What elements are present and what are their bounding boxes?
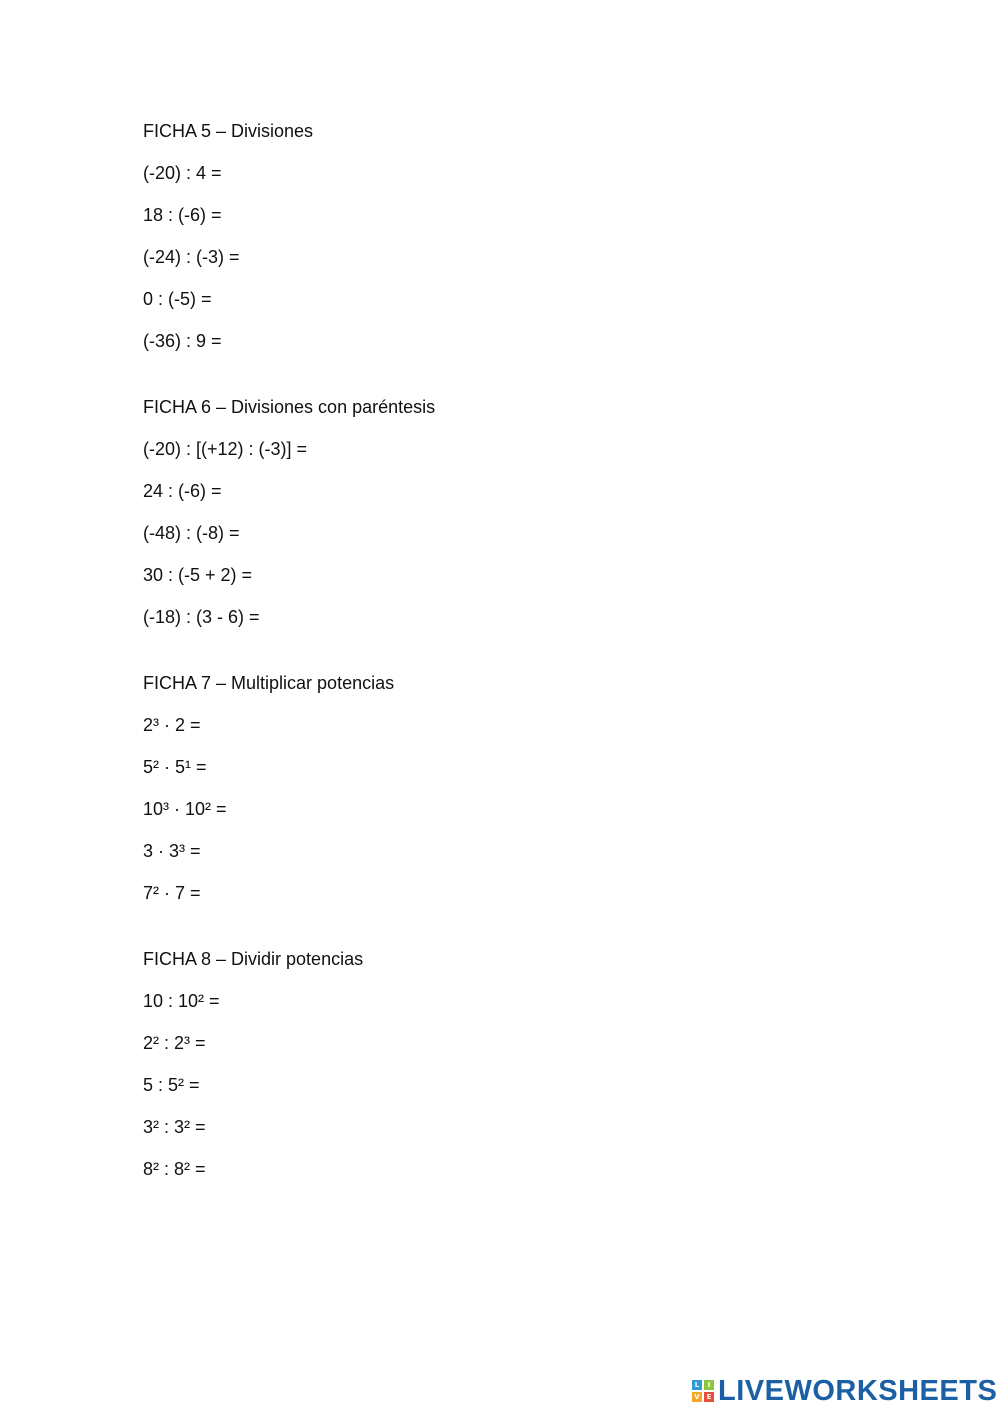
exercise: (-48) : (-8) =: [143, 523, 240, 543]
section-title: FICHA 5 – Divisiones: [143, 121, 314, 141]
exercise: 8² : 8² =: [143, 1159, 206, 1179]
section-title: FICHA 6 – Divisiones con paréntesis: [143, 397, 436, 417]
section-ficha-6: [143, 395, 903, 629]
section-ficha-8: [143, 947, 903, 1181]
exercise: 5 : 5² =: [143, 1075, 200, 1095]
exercise: 2² : 2³ =: [143, 1033, 206, 1053]
logo-mark-cell: V: [692, 1392, 702, 1402]
section-title: FICHA 7 – Multiplicar potencias: [143, 673, 395, 693]
exercise: (-20) : 4 =: [143, 163, 222, 183]
exercise: 10³ · 10² =: [143, 799, 227, 819]
exercise: 3² : 3² =: [143, 1117, 206, 1137]
exercise: (-36) : 9 =: [143, 331, 222, 351]
exercise: 5² · 5¹ =: [143, 757, 207, 777]
section-ficha-5: [143, 119, 903, 353]
section-ficha-7: [143, 671, 903, 905]
section-title: FICHA 8 – Dividir potencias: [143, 949, 364, 969]
logo-mark-cell: L: [692, 1380, 702, 1390]
exercise: 7² · 7 =: [143, 883, 201, 903]
exercise: 3 · 3³ =: [143, 841, 201, 861]
liveworksheets-logo: [692, 1374, 997, 1408]
exercise: 30 : (-5 + 2) =: [143, 565, 253, 585]
liveworksheets-logo-icon: [692, 1380, 714, 1402]
exercise: (-18) : (3 - 6) =: [143, 607, 260, 627]
exercise: (-20) : [(+12) : (-3)] =: [143, 439, 308, 459]
worksheet: [143, 119, 903, 1223]
logo-mark-cell: I: [704, 1380, 714, 1390]
exercise: 2³ · 2 =: [143, 715, 201, 735]
exercise: 10 : 10² =: [143, 991, 220, 1011]
exercise: 18 : (-6) =: [143, 205, 222, 225]
logo-text: LIVEWORKSHEETS: [718, 1375, 998, 1407]
logo-mark-cell: E: [704, 1392, 714, 1402]
exercise: 24 : (-6) =: [143, 481, 222, 501]
exercise: 0 : (-5) =: [143, 289, 212, 309]
exercise: (-24) : (-3) =: [143, 247, 240, 267]
